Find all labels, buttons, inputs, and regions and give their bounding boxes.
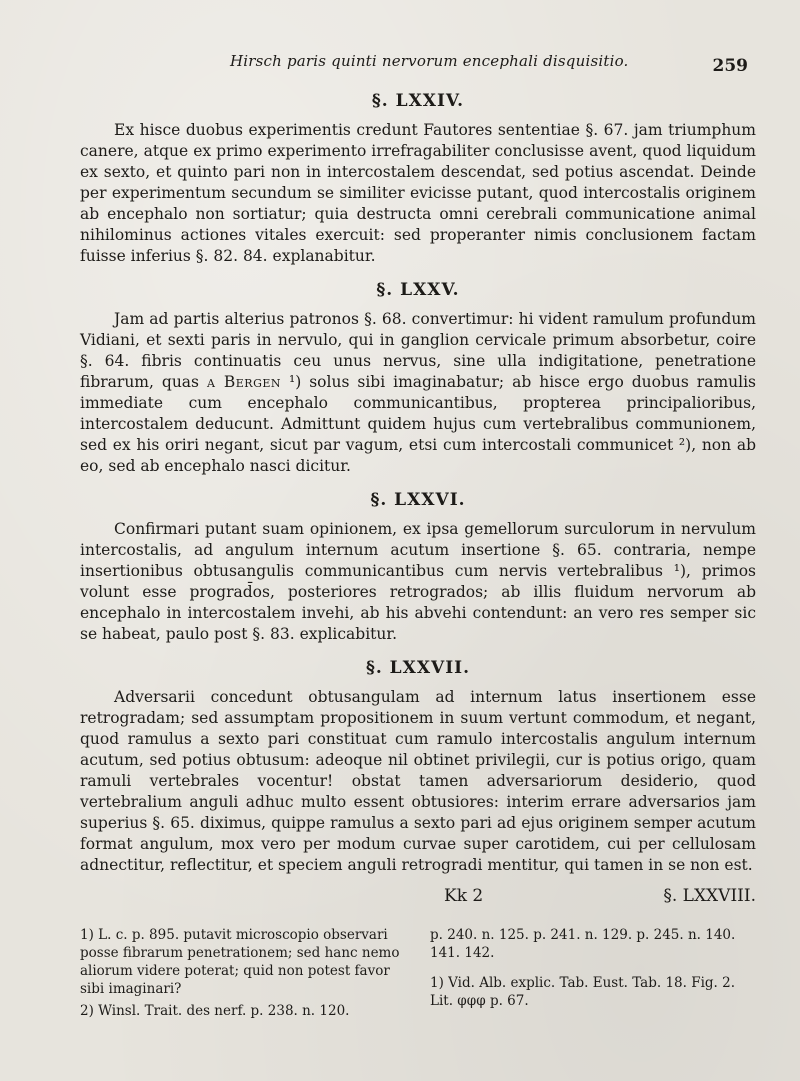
paragraph bbox=[80, 309, 756, 477]
section-lxxv bbox=[80, 277, 756, 477]
running-title: Hirsch paris quinti nervorum encephali disquisitio. bbox=[230, 52, 629, 70]
section-heading: §. LXXVII. bbox=[365, 658, 471, 678]
catchline bbox=[80, 886, 756, 912]
section-heading: §. LXXIV. bbox=[371, 91, 465, 111]
footnote-column-left bbox=[80, 926, 418, 1024]
paragraph-text: Jam ad partis alterius patronos §. 68. convertimur: hi vident ramulum profundum Vidiani, et sexti paris in nervulo, qui in ganglion cervicale primum absorbetur, coire §. 64. fibris continuatis ceu unus nervus, sine ulla indigitatione, penetratione fibrarum, quas bbox=[80, 310, 756, 391]
page-body bbox=[80, 88, 756, 886]
running-head bbox=[80, 52, 754, 76]
footnote: 1) L. c. p. 895. putavit microscopio observari posse fibrarum penetrationem; sed hanc nemo aliorum videre poterat; quid non potest favor sibi imaginari? bbox=[80, 927, 400, 997]
section-lxxvi bbox=[80, 487, 756, 645]
section-lxxiv bbox=[80, 88, 756, 267]
section-lxxvii bbox=[80, 655, 756, 876]
paragraph-text: ¹) solus sibi imaginabatur; ab hisce ergo duobus ramulis immediate cum encephalo communicantibus, propterea principalioribus, intercostalem deducunt. Admittunt quidem hujus cum vertebralibus communionem, sed ex his oriri negant, sicut par vagum, etsi cum intercostali communicet ²), non ab eo, sed ab encephalo nasci dicitur. bbox=[80, 373, 757, 475]
paragraph: Ex hisce duobus experimentis credunt Fautores sententiae §. 67. jam triumphum canere, atque ex primo experimento irrefragabiliter conclusisse avent, quod liquidum ex sexto, et quinto pari non in intercostalem descendat, sed potius ascendat. Deinde per experimentum secundum se similiter evicisse putant, quod intercostalis originem ab encephalo non sortiatur; quia destructa omni cerebrali communicatione animal nihilominus actiones vitales exercuit: sed properanter nimis conclusionem factam fuisse inferius §. 82. 84. explanabitur. bbox=[80, 121, 756, 265]
footnote: p. 240. n. 125. p. 241. n. 129. p. 245. n. 140. 141. 142. bbox=[430, 927, 736, 961]
paragraph: Confirmari putant suam opinionem, ex ipsa gemellorum surculorum in nervulum intercostalis, ad angulum internum acutum insertione §. 65. contraria, nempe insertionibus obtusangulis communicantibus cum nervis vertebralibus ¹), primos volunt esse prograd̄os, posteriores retrogrados; ab illis fluidum nervorum ab encephalo in intercostalem invehi, ab his abvehi contendunt: an vero res semper sic se habeat, paulo post §. 83. explicabitur. bbox=[80, 520, 756, 643]
paragraph: Adversarii concedunt obtusangulam ad internum latus insertionem esse retrogradam; sed assumptam propositionem in suum vertunt commodum, et negant, quod ramulus a sexto pari constituat cum ramulo intercostalis angulum internum acutum, sed potius obtusum: adeoque nil obtinet privilegii, cur is potius origo, quam ramuli vertebrales vocentur! obstat tamen adversariorum desiderio, quod vertebralium anguli adhuc multo essent obtusiores: interim errare adversarios jam superius §. 65. diximus, quippe ramulus a sexto pari ad ejus originem semper acutum format angulum, mox vero per modum curvae super carotidem, cui per cellulosam adnectitur, reflectitur, et speciem anguli retrogradi mentitur, qui tamen in se non est. bbox=[80, 688, 756, 874]
author-name-small-caps: a Bergen bbox=[206, 373, 282, 391]
footnote-column-right bbox=[430, 926, 754, 1014]
page-number: 259 bbox=[712, 56, 748, 76]
section-heading: §. LXXVI. bbox=[370, 490, 466, 510]
catchword: §. LXXVIII. bbox=[663, 886, 756, 906]
footnote: 2) Winsl. Trait. des nerf. p. 238. n. 120. bbox=[80, 1003, 350, 1019]
footnote: 1) Vid. Alb. explic. Tab. Eust. Tab. 18. Fig. 2. Lit. φφφ p. 67. bbox=[430, 975, 736, 1009]
section-heading: §. LXXV. bbox=[376, 280, 460, 300]
signature-mark: Kk 2 bbox=[444, 886, 484, 906]
footnote-gap bbox=[430, 966, 754, 974]
